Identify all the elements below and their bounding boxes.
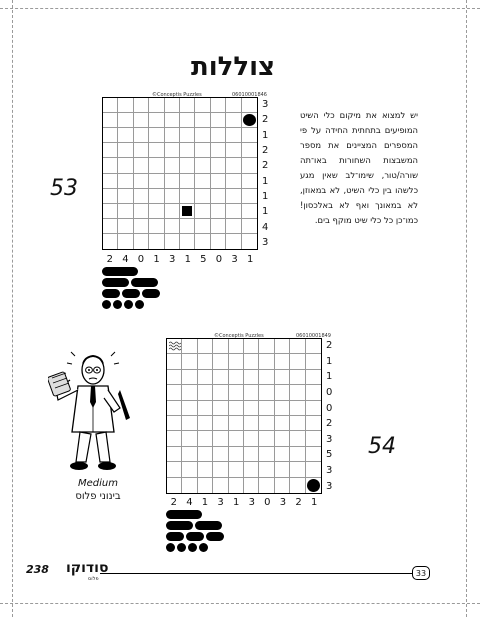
grid-cell[interactable] bbox=[182, 462, 197, 477]
grid-cell[interactable] bbox=[182, 431, 197, 446]
grid-cell[interactable] bbox=[195, 143, 210, 158]
fleet-legend bbox=[102, 267, 160, 311]
grid-cell[interactable] bbox=[180, 98, 195, 113]
column-clue: 3 bbox=[279, 497, 287, 508]
grid-cell[interactable] bbox=[134, 143, 149, 158]
brand-logo: סודוקו bbox=[66, 560, 109, 576]
grid-cell[interactable] bbox=[118, 128, 133, 143]
ship-2-segment bbox=[166, 532, 184, 541]
grid-cell[interactable] bbox=[182, 354, 197, 369]
row-clue: 1 bbox=[326, 371, 333, 383]
row-clue: 3 bbox=[262, 236, 269, 248]
grid-cell[interactable] bbox=[165, 143, 180, 158]
grid-cell[interactable] bbox=[180, 128, 195, 143]
column-clue: 1 bbox=[246, 254, 254, 265]
grid-cell[interactable] bbox=[134, 158, 149, 173]
grid-cell[interactable] bbox=[229, 401, 244, 416]
grid-cell[interactable] bbox=[149, 204, 164, 219]
grid-cell[interactable] bbox=[244, 339, 259, 354]
ship-1-segment bbox=[177, 543, 186, 552]
grid-cell[interactable] bbox=[182, 370, 197, 385]
grid-cell[interactable] bbox=[118, 98, 133, 113]
page-number: 33 bbox=[412, 566, 430, 580]
grid-cell[interactable] bbox=[275, 339, 290, 354]
grid-cell[interactable] bbox=[213, 416, 228, 431]
column-clue: 3 bbox=[168, 254, 176, 265]
grid-cell[interactable] bbox=[134, 174, 149, 189]
grid-cell[interactable] bbox=[165, 128, 180, 143]
grid-cell[interactable] bbox=[259, 401, 274, 416]
grid-cell[interactable] bbox=[290, 354, 305, 369]
grid-cell[interactable] bbox=[182, 385, 197, 400]
grid-cell[interactable] bbox=[118, 234, 133, 249]
grid-cell[interactable] bbox=[118, 189, 133, 204]
grid-cell[interactable] bbox=[211, 234, 226, 249]
ship-2-segment bbox=[206, 532, 224, 541]
grid-cell[interactable] bbox=[242, 204, 257, 219]
grid-cell[interactable] bbox=[229, 431, 244, 446]
row-clue: 0 bbox=[326, 402, 333, 414]
grid-cell[interactable] bbox=[134, 128, 149, 143]
grid-cell[interactable] bbox=[275, 370, 290, 385]
cut-guide-bottom bbox=[0, 603, 480, 604]
row-clues bbox=[326, 338, 332, 494]
grid-cell[interactable] bbox=[226, 189, 241, 204]
grid-cell[interactable] bbox=[103, 143, 118, 158]
column-clue: 4 bbox=[122, 254, 129, 265]
grid-cell[interactable] bbox=[198, 478, 213, 493]
grid-cell[interactable] bbox=[259, 431, 274, 446]
grid-cell[interactable] bbox=[180, 234, 195, 249]
grid-cell[interactable] bbox=[306, 431, 321, 446]
grid-cell[interactable] bbox=[195, 113, 210, 128]
puzzle-code: 06010001849 bbox=[296, 333, 331, 339]
grid-cell[interactable] bbox=[275, 431, 290, 446]
ship-1-segment bbox=[135, 300, 144, 309]
grid-cell[interactable] bbox=[226, 234, 241, 249]
row-clue: 3 bbox=[326, 465, 333, 477]
grid-cell[interactable] bbox=[180, 158, 195, 173]
grid-cell[interactable] bbox=[226, 128, 241, 143]
ship-1-segment bbox=[188, 543, 197, 552]
grid-cell[interactable] bbox=[149, 113, 164, 128]
page-title: צוללות bbox=[190, 52, 276, 82]
grid-cell[interactable] bbox=[229, 416, 244, 431]
copyright: ©Conceptis Puzzles bbox=[214, 333, 264, 339]
row-clue: 2 bbox=[262, 114, 269, 126]
grid-cell[interactable] bbox=[167, 401, 182, 416]
grid-cell[interactable] bbox=[242, 98, 257, 113]
grid-cell[interactable] bbox=[182, 447, 197, 462]
grid-cell[interactable] bbox=[103, 113, 118, 128]
grid-cell[interactable] bbox=[118, 204, 133, 219]
grid-cell[interactable] bbox=[134, 204, 149, 219]
puzzle-grid[interactable] bbox=[102, 97, 258, 250]
column-clue: 3 bbox=[231, 254, 238, 265]
grid-cell[interactable] bbox=[244, 478, 259, 493]
column-clues bbox=[166, 497, 322, 508]
difficulty-hebrew: בינוני פלוס bbox=[75, 491, 121, 502]
grid-cell[interactable] bbox=[134, 113, 149, 128]
grid-cell[interactable] bbox=[211, 189, 226, 204]
grid-cell[interactable] bbox=[226, 158, 241, 173]
grid-cell[interactable] bbox=[195, 158, 210, 173]
grid-cell[interactable] bbox=[213, 447, 228, 462]
grid-cell[interactable] bbox=[275, 416, 290, 431]
ship-1-segment bbox=[124, 300, 133, 309]
grid-cell[interactable] bbox=[198, 385, 213, 400]
ship-3-segment bbox=[131, 278, 158, 287]
given-square-cell[interactable] bbox=[180, 204, 195, 219]
grid-cell[interactable] bbox=[195, 219, 210, 234]
grid-cell[interactable] bbox=[259, 416, 274, 431]
column-clue: 3 bbox=[217, 497, 224, 508]
grid-cell[interactable] bbox=[182, 401, 197, 416]
grid-cell[interactable] bbox=[211, 219, 226, 234]
grid-cell[interactable] bbox=[118, 174, 133, 189]
grid-cell[interactable] bbox=[244, 401, 259, 416]
grid-cell[interactable] bbox=[167, 385, 182, 400]
grid-cell[interactable] bbox=[229, 385, 244, 400]
grid-cell[interactable] bbox=[103, 204, 118, 219]
column-clue: 0 bbox=[264, 497, 271, 508]
column-clue: 2 bbox=[106, 254, 113, 265]
grid-cell[interactable] bbox=[134, 219, 149, 234]
row-clue: 1 bbox=[326, 355, 333, 367]
grid-cell[interactable] bbox=[180, 143, 195, 158]
worried-man-illustration bbox=[48, 350, 138, 474]
grid-cell[interactable] bbox=[167, 431, 182, 446]
grid-cell[interactable] bbox=[134, 189, 149, 204]
cut-guide-top bbox=[0, 8, 480, 9]
grid-cell[interactable] bbox=[165, 204, 180, 219]
grid-cell[interactable] bbox=[242, 128, 257, 143]
grid-cell[interactable] bbox=[290, 370, 305, 385]
grid-cell[interactable] bbox=[198, 354, 213, 369]
instructions-text: יש למצוא את מיקום כלי השיט המופיעים בתחתית החידה על פי המספרים המציינים את מספר המשבצות השחורות באו־תה שורה/טור, שימו־לב שאין מגע כלשהו בין כלי השיט, לא במאוזן, לא במאונך ואף לא באלכסון! כמו־כן כל כלי שיט מוקף בים. bbox=[300, 110, 418, 225]
grid-cell[interactable] bbox=[198, 416, 213, 431]
grid-cell[interactable] bbox=[167, 370, 182, 385]
row-clue: 1 bbox=[262, 175, 269, 187]
grid-cell[interactable] bbox=[165, 174, 180, 189]
column-clue: 4 bbox=[186, 497, 193, 508]
grid-cell[interactable] bbox=[226, 98, 241, 113]
grid-cell[interactable] bbox=[229, 370, 244, 385]
grid-cell[interactable] bbox=[149, 219, 164, 234]
grid-cell[interactable] bbox=[213, 385, 228, 400]
grid-cell[interactable] bbox=[275, 385, 290, 400]
grid-cell[interactable] bbox=[242, 158, 257, 173]
grid-cell[interactable] bbox=[306, 354, 321, 369]
ship-1-segment bbox=[166, 543, 175, 552]
grid-cell[interactable] bbox=[198, 339, 213, 354]
grid-cell[interactable] bbox=[134, 98, 149, 113]
ship-2-segment bbox=[142, 289, 160, 298]
grid-cell[interactable] bbox=[182, 416, 197, 431]
puzzle-number: 54 bbox=[368, 434, 396, 459]
grid-cell[interactable] bbox=[103, 174, 118, 189]
copyright: ©Conceptis Puzzles bbox=[152, 92, 202, 98]
grid-cell[interactable] bbox=[167, 478, 182, 493]
puzzle-number: 53 bbox=[50, 176, 78, 201]
grid-cell[interactable] bbox=[198, 431, 213, 446]
grid-cell[interactable] bbox=[180, 174, 195, 189]
grid-cell[interactable] bbox=[229, 447, 244, 462]
grid-cell[interactable] bbox=[275, 478, 290, 493]
grid-cell[interactable] bbox=[149, 174, 164, 189]
brand-logo-sub: פלוס bbox=[88, 576, 99, 582]
grid-cell[interactable] bbox=[134, 234, 149, 249]
cut-guide-left bbox=[12, 0, 13, 617]
grid-cell[interactable] bbox=[167, 354, 182, 369]
column-clue: 1 bbox=[184, 254, 191, 265]
grid-cell[interactable] bbox=[226, 174, 241, 189]
row-clue: 0 bbox=[326, 387, 333, 399]
grid-cell[interactable] bbox=[290, 401, 305, 416]
ship-4-segment bbox=[166, 510, 202, 519]
grid-cell[interactable] bbox=[165, 158, 180, 173]
given-circle-cell[interactable] bbox=[242, 113, 257, 128]
grid-cell[interactable] bbox=[259, 339, 274, 354]
grid-cell[interactable] bbox=[244, 385, 259, 400]
water-waves-icon bbox=[169, 341, 181, 351]
grid-cell[interactable] bbox=[211, 143, 226, 158]
column-clue: 1 bbox=[201, 497, 209, 508]
grid-cell[interactable] bbox=[165, 234, 180, 249]
row-clue: 3 bbox=[326, 480, 333, 492]
grid-cell[interactable] bbox=[306, 416, 321, 431]
difficulty-english: Medium bbox=[78, 478, 118, 489]
puzzle-grid[interactable] bbox=[166, 338, 322, 494]
grid-cell[interactable] bbox=[103, 98, 118, 113]
grid-cell[interactable] bbox=[290, 431, 305, 446]
grid-cell[interactable] bbox=[211, 128, 226, 143]
grid-cell[interactable] bbox=[259, 478, 274, 493]
given-circle-cell[interactable] bbox=[306, 478, 321, 493]
grid-cell[interactable] bbox=[306, 370, 321, 385]
grid-cell[interactable] bbox=[211, 113, 226, 128]
grid-cell[interactable] bbox=[229, 339, 244, 354]
grid-cell[interactable] bbox=[229, 462, 244, 477]
grid-cell[interactable] bbox=[259, 462, 274, 477]
row-clue: 4 bbox=[262, 221, 269, 233]
row-clue: 2 bbox=[262, 145, 269, 157]
grid-cell[interactable] bbox=[275, 462, 290, 477]
grid-cell[interactable] bbox=[242, 174, 257, 189]
issue-number: 238 bbox=[26, 563, 49, 576]
grid-cell[interactable] bbox=[290, 339, 305, 354]
grid-cell[interactable] bbox=[213, 354, 228, 369]
grid-cell[interactable] bbox=[275, 401, 290, 416]
grid-cell[interactable] bbox=[242, 234, 257, 249]
grid-cell[interactable] bbox=[211, 204, 226, 219]
grid-cell[interactable] bbox=[165, 113, 180, 128]
grid-cell[interactable] bbox=[275, 354, 290, 369]
grid-cell[interactable] bbox=[290, 447, 305, 462]
ship-1-segment bbox=[199, 543, 208, 552]
grid-cell[interactable] bbox=[195, 234, 210, 249]
grid-cell[interactable] bbox=[167, 416, 182, 431]
grid-cell[interactable] bbox=[149, 158, 164, 173]
grid-cell[interactable] bbox=[195, 174, 210, 189]
grid-cell[interactable] bbox=[198, 401, 213, 416]
grid-cell[interactable] bbox=[306, 339, 321, 354]
grid-cell[interactable] bbox=[149, 234, 164, 249]
grid-cell[interactable] bbox=[195, 189, 210, 204]
row-clue: 1 bbox=[262, 129, 269, 141]
grid-cell[interactable] bbox=[275, 447, 290, 462]
row-clue: 2 bbox=[326, 340, 333, 352]
grid-cell[interactable] bbox=[226, 219, 241, 234]
grid-cell[interactable] bbox=[213, 431, 228, 446]
column-clue: 1 bbox=[153, 254, 160, 265]
grid-cell[interactable] bbox=[103, 189, 118, 204]
grid-cell[interactable] bbox=[211, 174, 226, 189]
grid-cell[interactable] bbox=[306, 462, 321, 477]
grid-cell[interactable] bbox=[149, 98, 164, 113]
grid-cell[interactable] bbox=[165, 98, 180, 113]
grid-cell[interactable] bbox=[149, 128, 164, 143]
grid-cell[interactable] bbox=[167, 462, 182, 477]
grid-cell[interactable] bbox=[290, 416, 305, 431]
grid-cell[interactable] bbox=[118, 113, 133, 128]
row-clues bbox=[262, 97, 268, 250]
fleet-legend bbox=[166, 510, 224, 554]
grid-cell[interactable] bbox=[195, 128, 210, 143]
grid-cell[interactable] bbox=[211, 98, 226, 113]
row-clue: 3 bbox=[262, 99, 269, 111]
column-clue: 5 bbox=[200, 254, 207, 265]
grid-cell[interactable] bbox=[180, 219, 195, 234]
grid-cell[interactable] bbox=[182, 478, 197, 493]
grid-cell[interactable] bbox=[103, 128, 118, 143]
column-clue: 2 bbox=[170, 497, 177, 508]
column-clue: 0 bbox=[215, 254, 223, 265]
grid-cell[interactable] bbox=[229, 354, 244, 369]
ship-2-segment bbox=[102, 289, 120, 298]
grid-cell[interactable] bbox=[103, 234, 118, 249]
ship-3-segment bbox=[166, 521, 193, 530]
grid-cell[interactable] bbox=[149, 143, 164, 158]
grid-cell[interactable] bbox=[165, 219, 180, 234]
row-clue: 1 bbox=[262, 190, 269, 202]
ship-1-segment bbox=[113, 300, 122, 309]
column-clue: 3 bbox=[248, 497, 255, 508]
grid-cell[interactable] bbox=[244, 447, 259, 462]
grid-cell[interactable] bbox=[118, 219, 133, 234]
grid-cell[interactable] bbox=[242, 189, 257, 204]
grid-cell[interactable] bbox=[167, 447, 182, 462]
grid-cell[interactable] bbox=[213, 478, 228, 493]
footer-rule bbox=[100, 573, 412, 574]
grid-cell[interactable] bbox=[213, 462, 228, 477]
grid-cell[interactable] bbox=[259, 385, 274, 400]
grid-cell[interactable] bbox=[242, 143, 257, 158]
grid-cell[interactable] bbox=[244, 431, 259, 446]
grid-cell[interactable] bbox=[213, 370, 228, 385]
grid-cell[interactable] bbox=[226, 143, 241, 158]
ship-2-segment bbox=[186, 532, 204, 541]
grid-cell[interactable] bbox=[306, 401, 321, 416]
ship-1-segment bbox=[102, 300, 111, 309]
grid-cell[interactable] bbox=[195, 204, 210, 219]
grid-cell[interactable] bbox=[229, 478, 244, 493]
grid-cell[interactable] bbox=[290, 385, 305, 400]
grid-cell[interactable] bbox=[306, 447, 321, 462]
ship-3-segment bbox=[102, 278, 129, 287]
grid-cell[interactable] bbox=[211, 158, 226, 173]
grid-cell[interactable] bbox=[182, 339, 197, 354]
grid-cell[interactable] bbox=[226, 113, 241, 128]
grid-cell[interactable] bbox=[213, 339, 228, 354]
row-clue: 3 bbox=[326, 433, 333, 445]
ship-4-segment bbox=[102, 267, 138, 276]
grid-cell[interactable] bbox=[103, 158, 118, 173]
grid-cell[interactable] bbox=[290, 462, 305, 477]
grid-cell[interactable] bbox=[213, 401, 228, 416]
grid-cell[interactable] bbox=[198, 447, 213, 462]
grid-cell[interactable] bbox=[180, 189, 195, 204]
row-clue: 1 bbox=[262, 206, 269, 218]
ship-3-segment bbox=[195, 521, 222, 530]
grid-cell[interactable] bbox=[198, 462, 213, 477]
grid-cell[interactable] bbox=[198, 370, 213, 385]
grid-cell[interactable] bbox=[306, 385, 321, 400]
row-clue: 5 bbox=[326, 449, 333, 461]
grid-cell[interactable] bbox=[259, 370, 274, 385]
column-clue: 1 bbox=[232, 497, 240, 508]
grid-cell[interactable] bbox=[226, 204, 241, 219]
grid-cell[interactable] bbox=[244, 416, 259, 431]
grid-cell[interactable] bbox=[103, 219, 118, 234]
grid-cell[interactable] bbox=[242, 219, 257, 234]
column-clue: 1 bbox=[310, 497, 318, 508]
grid-cell[interactable] bbox=[290, 478, 305, 493]
grid-cell[interactable] bbox=[118, 158, 133, 173]
grid-cell[interactable] bbox=[259, 354, 274, 369]
row-clue: 2 bbox=[326, 418, 333, 430]
grid-cell[interactable] bbox=[149, 189, 164, 204]
grid-cell[interactable] bbox=[259, 447, 274, 462]
grid-cell[interactable] bbox=[244, 462, 259, 477]
grid-cell[interactable] bbox=[165, 189, 180, 204]
column-clue: 2 bbox=[295, 497, 302, 508]
grid-cell[interactable] bbox=[195, 98, 210, 113]
column-clues bbox=[102, 254, 258, 265]
row-clue: 2 bbox=[262, 160, 269, 172]
grid-cell[interactable] bbox=[244, 370, 259, 385]
column-clue: 0 bbox=[137, 254, 145, 265]
ship-2-segment bbox=[122, 289, 140, 298]
grid-cell[interactable] bbox=[180, 113, 195, 128]
cut-guide-right bbox=[466, 0, 467, 617]
puzzle-code: 06010001846 bbox=[232, 92, 267, 98]
grid-cell[interactable] bbox=[118, 143, 133, 158]
grid-cell[interactable] bbox=[244, 354, 259, 369]
